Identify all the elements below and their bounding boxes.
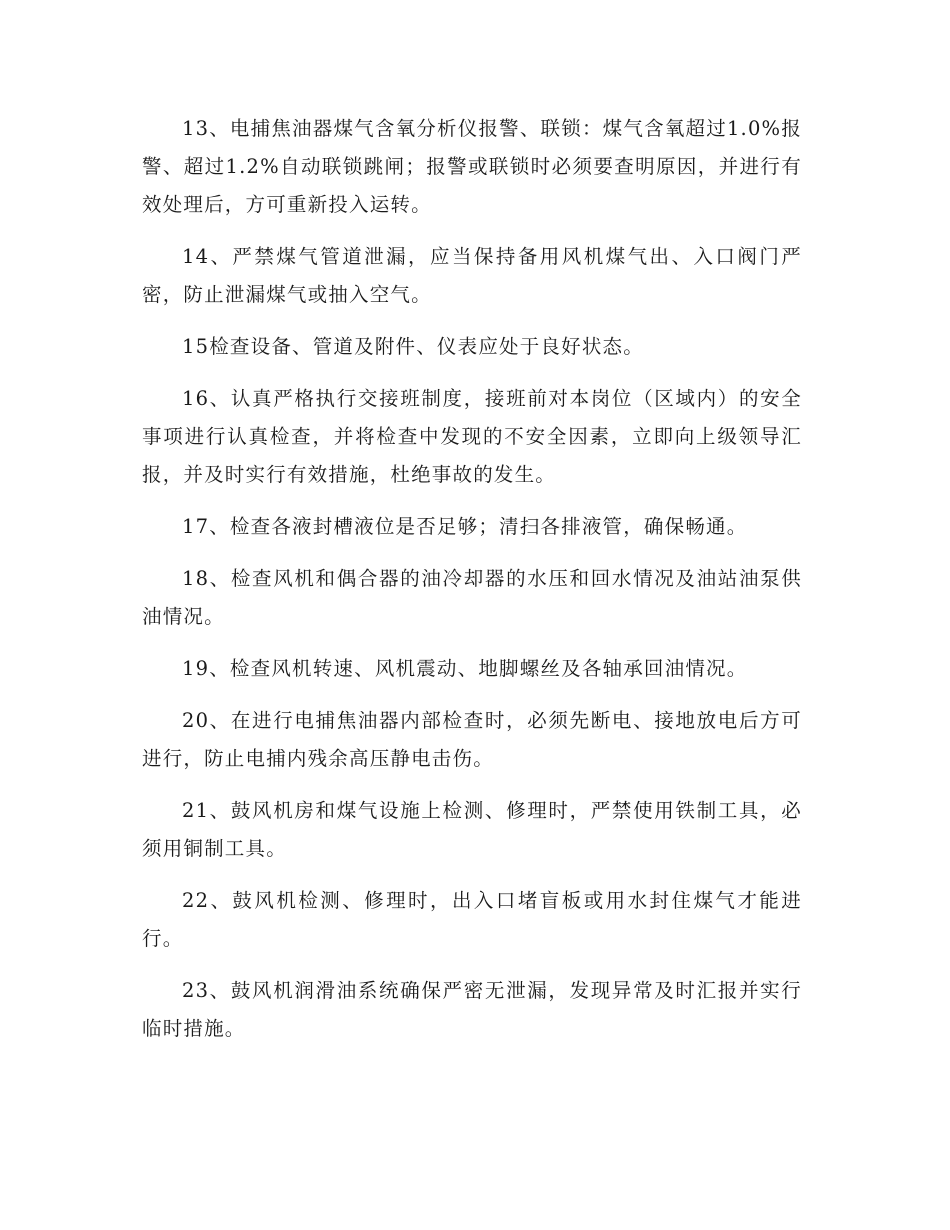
paragraph-23: 23、鼓风机润滑油系统确保严密无泄漏，发现异常及时汇报并实行临时措施。 [142, 979, 802, 1040]
paragraph-18: 18、检查风机和偶合器的油冷却器的水压和回水情况及油站油泵供油情况。 [142, 567, 802, 628]
paragraph-15: 15检查设备、管道及附件、仪表应处于良好状态。 [182, 335, 644, 358]
paragraph-14: 14、严禁煤气管道泄漏，应当保持备用风机煤气出、入口阀门严密，防止泄漏煤气或抽入空气。 [142, 245, 802, 306]
document-body [142, 110, 802, 1062]
paragraph-13: 13、电捕焦油器煤气含氧分析仪报警、联锁：煤气含氧超过1.0%报警、超过1.2%自动联锁跳闸；报警或联锁时必须要查明原因，并进行有效处理后，方可重新投入运转。 [142, 117, 802, 216]
paragraph-21: 21、鼓风机房和煤气设施上检测、修理时，严禁使用铁制工具，必须用铜制工具。 [142, 799, 802, 860]
paragraph-22: 22、鼓风机检测、修理时，出入口堵盲板或用水封住煤气才能进行。 [142, 889, 802, 950]
paragraph-19: 19、检查风机转速、风机震动、地脚螺丝及各轴承回油情况。 [182, 657, 748, 680]
paragraph-20: 20、在进行电捕焦油器内部检查时，必须先断电、接地放电后方可进行，防止电捕内残余高压静电击伤。 [142, 709, 802, 770]
paragraph-17: 17、检查各液封槽液位是否足够；清扫各排液管，确保畅通。 [182, 515, 748, 538]
paragraph-16: 16、认真严格执行交接班制度，接班前对本岗位（区域内）的安全事项进行认真检查，并将检查中发现的不安全因素，立即向上级领导汇报，并及时实行有效措施，杜绝事故的发生。 [142, 387, 802, 486]
